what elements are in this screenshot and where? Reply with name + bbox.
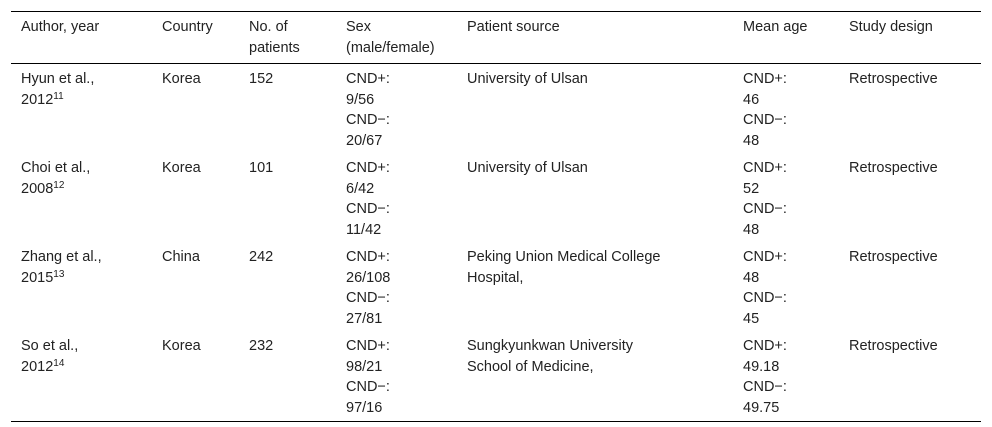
cell-mean-age bbox=[733, 242, 839, 331]
reference-number: 11 bbox=[53, 90, 64, 102]
header-country: Country bbox=[152, 12, 239, 64]
table-row bbox=[11, 331, 981, 422]
cell-patients: 101 bbox=[249, 160, 274, 176]
cell-study-design: Retrospective bbox=[839, 331, 981, 422]
reference-number: 13 bbox=[53, 268, 65, 280]
reference-number: 12 bbox=[53, 179, 65, 191]
cell-country: Korea bbox=[152, 331, 239, 422]
age-line: 46 bbox=[743, 91, 760, 108]
header-study-design: Study design bbox=[839, 12, 981, 64]
cell-sex bbox=[336, 331, 457, 422]
publication-year: 2012 bbox=[21, 91, 54, 108]
age-line: CND−: bbox=[743, 290, 787, 306]
cell-country: China bbox=[162, 249, 200, 265]
sex-line: CND−: bbox=[346, 290, 390, 306]
cell-author-year bbox=[11, 153, 152, 242]
sex-line: CND−: bbox=[346, 112, 390, 128]
author-year-line bbox=[21, 357, 142, 378]
source-line: Sungkyunkwan University bbox=[467, 338, 634, 354]
header-patient-source: Patient source bbox=[457, 12, 733, 64]
cell-author-year bbox=[11, 64, 152, 154]
sex-line: 26/108 bbox=[346, 269, 391, 286]
header-mean-age: Mean age bbox=[733, 12, 839, 64]
age-line: 48 bbox=[743, 221, 760, 238]
sex-line: CND+: bbox=[346, 338, 390, 354]
sex-line: CND−: bbox=[346, 379, 390, 395]
sex-line: CND+: bbox=[346, 71, 390, 87]
header-sex-line2: (male/female) bbox=[346, 39, 435, 56]
sex-line: 97/16 bbox=[346, 399, 383, 416]
sex-line: CND+: bbox=[346, 160, 390, 176]
cell-patient-source bbox=[457, 331, 733, 422]
header-no-patients-line1: No. of bbox=[249, 19, 288, 35]
age-line: 52 bbox=[743, 180, 760, 197]
age-line: 48 bbox=[743, 132, 760, 149]
source-line: Hospital, bbox=[467, 269, 524, 286]
cell-patient-source bbox=[457, 64, 733, 154]
publication-year: 2015 bbox=[21, 269, 54, 286]
header-sex-line1: Sex bbox=[346, 19, 371, 35]
age-line: 48 bbox=[743, 269, 760, 286]
age-line: CND+: bbox=[743, 71, 787, 87]
sex-line: CND+: bbox=[346, 249, 390, 265]
cell-country: Korea bbox=[162, 160, 201, 176]
cell-mean-age bbox=[733, 331, 839, 422]
sex-line: 20/67 bbox=[346, 132, 383, 149]
header-sex bbox=[336, 12, 457, 64]
cell-patient-source bbox=[457, 153, 733, 242]
cell-sex bbox=[336, 242, 457, 331]
table-row bbox=[11, 64, 981, 154]
age-line: CND+: bbox=[743, 338, 787, 354]
cell-mean-age bbox=[733, 64, 839, 154]
cell-patients: 242 bbox=[249, 249, 274, 265]
author-year-line bbox=[21, 179, 142, 200]
age-line: CND−: bbox=[743, 379, 787, 395]
age-line: 49.75 bbox=[743, 399, 780, 416]
cell-mean-age bbox=[733, 153, 839, 242]
reference-number: 14 bbox=[53, 357, 65, 369]
source-line: University of Ulsan bbox=[467, 160, 588, 176]
header-no-patients bbox=[239, 12, 336, 64]
sex-line: 27/81 bbox=[346, 310, 383, 327]
cell-patients: 232 bbox=[239, 331, 336, 422]
age-line: 45 bbox=[743, 310, 760, 327]
author-name: Hyun et al., bbox=[21, 71, 95, 87]
age-line: CND−: bbox=[743, 112, 787, 128]
table-body bbox=[11, 64, 981, 422]
sex-line: 98/21 bbox=[346, 358, 383, 375]
age-line: 49.18 bbox=[743, 358, 780, 375]
author-year-line bbox=[21, 90, 142, 111]
table-header-row bbox=[11, 12, 981, 64]
author-name: So et al., bbox=[21, 338, 79, 354]
table-row bbox=[11, 242, 981, 331]
cell-study-design: Retrospective bbox=[849, 71, 938, 87]
sex-line: 6/42 bbox=[346, 180, 375, 197]
age-line: CND+: bbox=[743, 249, 787, 265]
table-row bbox=[11, 153, 981, 242]
source-line: School of Medicine, bbox=[467, 358, 594, 375]
author-name: Zhang et al., bbox=[21, 249, 102, 265]
cell-sex bbox=[336, 64, 457, 154]
age-line: CND−: bbox=[743, 201, 787, 217]
publication-year: 2008 bbox=[21, 180, 54, 197]
age-line: CND+: bbox=[743, 160, 787, 176]
sex-line: CND−: bbox=[346, 201, 390, 217]
source-line: University of Ulsan bbox=[467, 71, 588, 87]
source-line: Peking Union Medical College bbox=[467, 249, 661, 265]
cell-sex bbox=[336, 153, 457, 242]
author-name: Choi et al., bbox=[21, 160, 91, 176]
sex-line: 9/56 bbox=[346, 91, 375, 108]
cell-patient-source bbox=[457, 242, 733, 331]
cell-study-design: Retrospective bbox=[849, 160, 938, 176]
cell-patients: 152 bbox=[249, 71, 274, 87]
header-no-patients-line2: patients bbox=[249, 39, 300, 56]
header-author-year: Author, year bbox=[11, 12, 152, 64]
publication-year: 2012 bbox=[21, 358, 54, 375]
cell-study-design: Retrospective bbox=[849, 249, 938, 265]
cell-country: Korea bbox=[162, 71, 201, 87]
studies-table bbox=[11, 11, 981, 422]
author-year-line bbox=[21, 268, 142, 289]
sex-line: 11/42 bbox=[346, 221, 382, 238]
cell-author-year bbox=[11, 331, 152, 422]
cell-author-year bbox=[11, 242, 152, 331]
